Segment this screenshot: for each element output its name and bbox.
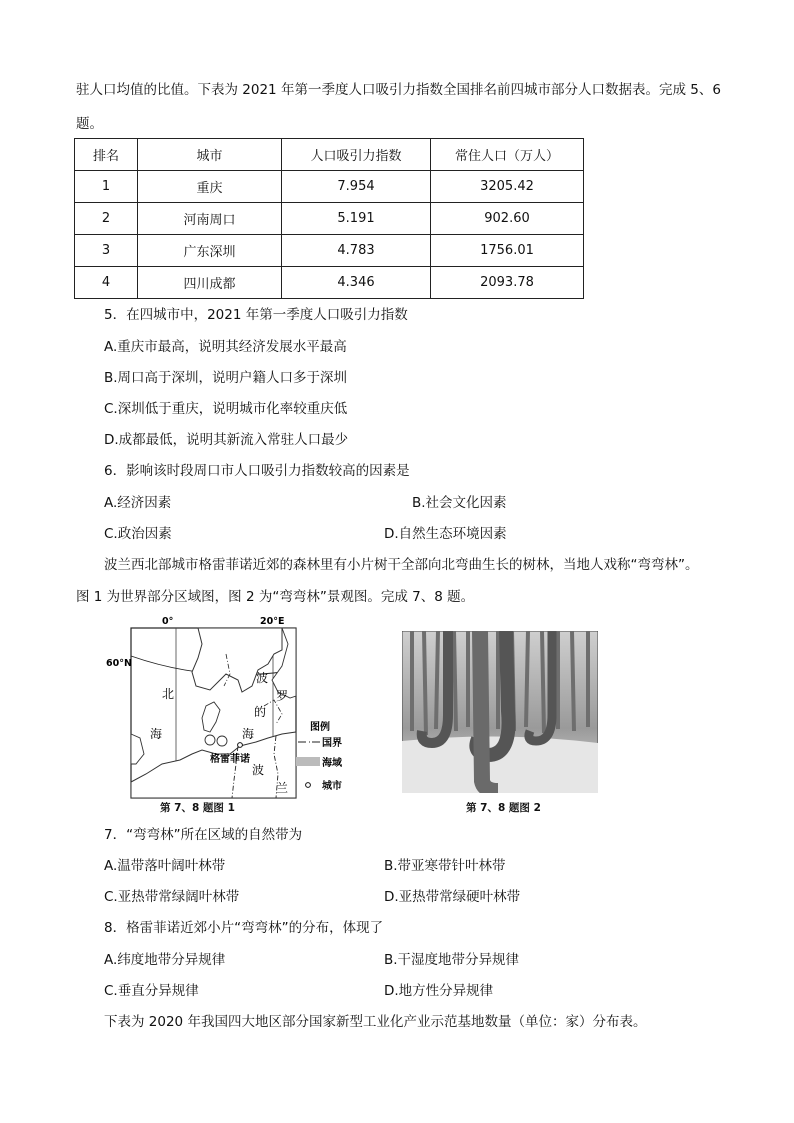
island-2 xyxy=(217,736,227,746)
table-cell: 广东深圳 xyxy=(138,235,282,267)
intro-line-2: 题。 xyxy=(76,116,103,132)
label-north-sea-2: 海 xyxy=(150,727,163,741)
label-lon-0: 0° xyxy=(162,616,174,627)
table-header: 人口吸引力指数 xyxy=(282,139,431,171)
table-header: 城市 xyxy=(138,139,282,171)
label-city-gryfino: 格雷菲诺 xyxy=(210,754,250,765)
table-cell: 重庆 xyxy=(138,171,282,203)
table-cell: 4 xyxy=(75,267,138,299)
label-country-2: 波 xyxy=(252,763,265,777)
table-cell: 1 xyxy=(75,171,138,203)
figure-2-caption: 第 7、8 题图 2 xyxy=(466,802,541,814)
city-marker-gryfino xyxy=(238,743,243,748)
legend-sea-label: 海域 xyxy=(322,758,342,769)
intro-line-1: 驻人口均值的比值。下表为 2021 年第一季度人口吸引力指数全国排名前四城市部分人口数据表。完成 5、6 xyxy=(76,82,721,98)
question-8-stem: 8．格雷菲诺近郊小片“弯弯林”的分布，体现了 xyxy=(104,920,384,936)
passage-line-2: 图 1 为世界部分区域图，图 2 为“弯弯林”景观图。完成 7、8 题。 xyxy=(76,589,475,605)
table-row xyxy=(75,267,584,299)
q6-option-c: C.政治因素 xyxy=(104,526,172,542)
q6-option-a: A.经济因素 xyxy=(104,495,172,511)
table-row xyxy=(75,203,584,235)
figure-1-map xyxy=(106,614,366,804)
question-5-stem: 5．在四城市中，2021 年第一季度人口吸引力指数 xyxy=(104,307,408,323)
q7-option-c: C.亚热带常绿阔叶林带 xyxy=(104,889,240,905)
q5-option-b: B.周口高于深圳，说明户籍人口多于深圳 xyxy=(104,370,348,386)
label-baltic-1: 波 xyxy=(256,671,269,685)
table-row xyxy=(75,171,584,203)
table-header: 常住人口（万人） xyxy=(431,139,584,171)
q8-option-d: D.地方性分异规律 xyxy=(384,983,494,999)
q7-option-a: A.温带落叶阔叶林带 xyxy=(104,858,226,874)
q5-option-d: D.成都最低，说明其新流入常驻人口最少 xyxy=(104,432,349,448)
q6-option-b: B.社会文化因素 xyxy=(412,495,507,511)
table-cell: 四川成都 xyxy=(138,267,282,299)
table-cell: 902.60 xyxy=(431,203,584,235)
legend-title: 图例 xyxy=(310,722,330,733)
passage-line-1: 波兰西北部城市格雷菲诺近郊的森林里有小片树干全部向北弯曲生长的树林，当地人戏称“弯弯林”。 xyxy=(104,557,699,573)
table-cell: 2 xyxy=(75,203,138,235)
question-6-stem: 6．影响该时段周口市人口吸引力指数较高的因素是 xyxy=(104,463,410,479)
q8-option-b: B.干湿度地带分异规律 xyxy=(384,952,520,968)
legend-city-symbol xyxy=(306,783,311,788)
q8-option-a: A.纬度地带分异规律 xyxy=(104,952,226,968)
table-header: 排名 xyxy=(75,139,138,171)
q5-option-a: A.重庆市最高，说明其经济发展水平最高 xyxy=(104,339,347,355)
table-cell: 7.954 xyxy=(282,171,431,203)
closing-line: 下表为 2020 年我国四大地区部分国家新型工业化产业示范基地数量（单位：家）分布表。 xyxy=(104,1014,647,1030)
label-country-3: 兰 xyxy=(276,781,289,795)
label-baltic-2: 的 xyxy=(254,705,267,719)
table-cell: 4.783 xyxy=(282,235,431,267)
table-cell: 3205.42 xyxy=(431,171,584,203)
legend-sea-symbol xyxy=(296,757,320,766)
figure-2-photo xyxy=(402,631,598,793)
question-7-stem: 7．“弯弯林”所在区域的自然带为 xyxy=(104,827,303,843)
table-header-row xyxy=(75,139,584,171)
q8-option-c: C.垂直分异规律 xyxy=(104,983,199,999)
legend-border-label: 国界 xyxy=(322,738,342,749)
table-cell: 4.346 xyxy=(282,267,431,299)
population-table xyxy=(74,138,584,299)
label-north-sea-1: 北 xyxy=(162,687,175,701)
table-cell: 3 xyxy=(75,235,138,267)
label-country-1: 罗 xyxy=(276,689,289,703)
figure-1-caption: 第 7、8 题图 1 xyxy=(160,802,235,814)
q7-option-d: D.亚热带常绿硬叶林带 xyxy=(384,889,521,905)
island-1 xyxy=(205,735,215,745)
q5-option-c: C.深圳低于重庆，说明城市化率较重庆低 xyxy=(104,401,348,417)
table-cell: 5.191 xyxy=(282,203,431,235)
q7-option-b: B.带亚寒带针叶林带 xyxy=(384,858,506,874)
legend-city-label: 城市 xyxy=(322,781,342,792)
table-row xyxy=(75,235,584,267)
table-cell: 1756.01 xyxy=(431,235,584,267)
table-cell: 2093.78 xyxy=(431,267,584,299)
table-cell: 河南周口 xyxy=(138,203,282,235)
label-lat-60n: 60°N xyxy=(106,658,132,669)
q6-option-d: D.自然生态环境因素 xyxy=(384,526,507,542)
label-lon-20e: 20°E xyxy=(260,616,285,627)
label-baltic-3: 海 xyxy=(242,727,255,741)
